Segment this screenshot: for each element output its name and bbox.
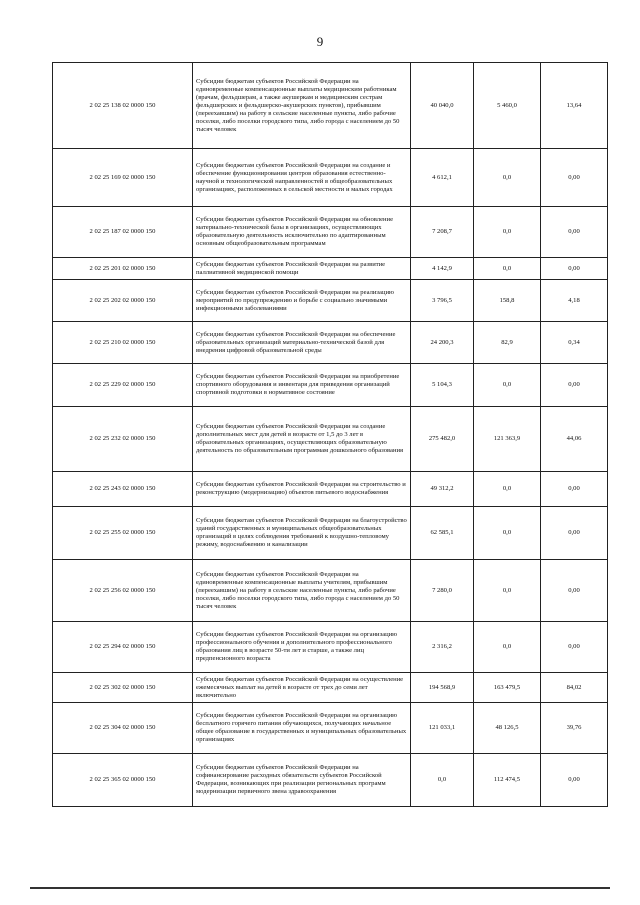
table-row — [53, 560, 608, 622]
execution-percent-cell: 44,06 — [541, 407, 608, 472]
executed-amount-cell: 0,0 — [474, 149, 541, 207]
budget-code-cell: 2 02 25 229 02 0000 150 — [53, 364, 193, 407]
description-cell: Субсидии бюджетам субъектов Российской Федерации на развитие паллиативной медицинской помощи — [193, 258, 411, 280]
table-row — [53, 622, 608, 673]
page-number: 9 — [316, 34, 324, 49]
planned-amount-cell: 7 280,0 — [411, 560, 474, 622]
description-cell: Субсидии бюджетам субъектов Российской Федерации на единовременные компенсационные выплаты учителям, прибывшим (переехавшим) на работу в сельские населенные пункты, либо рабочие поселки, либо поселки городского типа, либо города с населением до 50 тысяч человек — [193, 560, 411, 622]
planned-amount-cell: 7 208,7 — [411, 207, 474, 258]
planned-amount-cell: 3 796,5 — [411, 280, 474, 322]
execution-percent-cell: 4,18 — [541, 280, 608, 322]
planned-amount-cell: 2 316,2 — [411, 622, 474, 673]
executed-amount-cell: 112 474,5 — [474, 754, 541, 807]
planned-amount-cell: 4 142,9 — [411, 258, 474, 280]
budget-code-cell: 2 02 25 302 02 0000 150 — [53, 673, 193, 703]
description-cell: Субсидии бюджетам субъектов Российской Федерации на создание и обеспечение функционирования центров образования естественно-научной и технологической направленностей в общеобразовательных организациях, расположенных в сельской местности и малых городах — [193, 149, 411, 207]
subsidies-table — [52, 62, 608, 807]
execution-percent-cell: 39,76 — [541, 703, 608, 754]
budget-code-cell: 2 02 25 256 02 0000 150 — [53, 560, 193, 622]
executed-amount-cell: 0,0 — [474, 560, 541, 622]
executed-amount-cell: 48 126,5 — [474, 703, 541, 754]
execution-percent-cell: 13,64 — [541, 63, 608, 149]
table-row — [53, 472, 608, 507]
description-cell: Субсидии бюджетам субъектов Российской Федерации на благоустройство зданий государственных и муниципальных общеобразовательных организаций в целях соблюдения требований к воздушно-тепловому режиму, водоснабжению и канализации — [193, 507, 411, 560]
budget-code-cell: 2 02 25 304 02 0000 150 — [53, 703, 193, 754]
executed-amount-cell: 0,0 — [474, 507, 541, 560]
table-row — [53, 703, 608, 754]
description-cell: Субсидии бюджетам субъектов Российской Федерации на обновление материально-технической базы в организациях, осуществляющих образовательную деятельность исключительно по адаптированным основным общеобразовательным программам — [193, 207, 411, 258]
description-cell: Субсидии бюджетам субъектов Российской Федерации на организацию бесплатного горячего питания обучающихся, получающих начальное общее образование в государственных и муниципальных образовательных организациях — [193, 703, 411, 754]
table-row — [53, 407, 608, 472]
budget-code-cell: 2 02 25 294 02 0000 150 — [53, 622, 193, 673]
table-row — [53, 149, 608, 207]
table-row — [53, 507, 608, 560]
execution-percent-cell: 0,34 — [541, 322, 608, 364]
executed-amount-cell: 0,0 — [474, 258, 541, 280]
budget-code-cell: 2 02 25 138 02 0000 150 — [53, 63, 193, 149]
execution-percent-cell: 0,00 — [541, 472, 608, 507]
planned-amount-cell: 49 312,2 — [411, 472, 474, 507]
bottom-rule — [30, 887, 610, 889]
executed-amount-cell: 0,0 — [474, 207, 541, 258]
execution-percent-cell: 0,00 — [541, 622, 608, 673]
planned-amount-cell: 24 200,3 — [411, 322, 474, 364]
description-cell: Субсидии бюджетам субъектов Российской Федерации на создание дополнительных мест для детей в возрасте от 1,5 до 3 лет в образовательных организациях, осуществляющих образовательную деятельность по образовательным программам дошкольного образования — [193, 407, 411, 472]
table-row — [53, 280, 608, 322]
description-cell: Субсидии бюджетам субъектов Российской Федерации на строительство и реконструкцию (модернизацию) объектов питьевого водоснабжения — [193, 472, 411, 507]
planned-amount-cell: 40 040,0 — [411, 63, 474, 149]
executed-amount-cell: 0,0 — [474, 622, 541, 673]
planned-amount-cell: 194 568,9 — [411, 673, 474, 703]
execution-percent-cell: 0,00 — [541, 258, 608, 280]
description-cell: Субсидии бюджетам субъектов Российской Федерации на обеспечение образовательных организаций материально-технической базой для внедрения цифровой образовательной среды — [193, 322, 411, 364]
planned-amount-cell: 121 033,1 — [411, 703, 474, 754]
budget-code-cell: 2 02 25 255 02 0000 150 — [53, 507, 193, 560]
budget-code-cell: 2 02 25 169 02 0000 150 — [53, 149, 193, 207]
table-row — [53, 754, 608, 807]
description-cell: Субсидии бюджетам субъектов Российской Федерации на организацию профессионального обучения и дополнительного профессионального образования лиц в возрасте 50-ти лет и старше, а также лиц предпенсионного возраста — [193, 622, 411, 673]
executed-amount-cell: 5 460,0 — [474, 63, 541, 149]
planned-amount-cell: 275 482,0 — [411, 407, 474, 472]
budget-code-cell: 2 02 25 202 02 0000 150 — [53, 280, 193, 322]
planned-amount-cell: 5 104,3 — [411, 364, 474, 407]
execution-percent-cell: 0,00 — [541, 560, 608, 622]
planned-amount-cell: 4 612,1 — [411, 149, 474, 207]
execution-percent-cell: 0,00 — [541, 149, 608, 207]
description-cell: Субсидии бюджетам субъектов Российской Федерации на приобретение спортивного оборудования и инвентаря для приведения организаций спортивной подготовки в нормативное состояние — [193, 364, 411, 407]
executed-amount-cell: 0,0 — [474, 472, 541, 507]
budget-code-cell: 2 02 25 232 02 0000 150 — [53, 407, 193, 472]
execution-percent-cell: 84,02 — [541, 673, 608, 703]
table-row — [53, 258, 608, 280]
budget-code-cell: 2 02 25 243 02 0000 150 — [53, 472, 193, 507]
executed-amount-cell: 158,8 — [474, 280, 541, 322]
execution-percent-cell: 0,00 — [541, 507, 608, 560]
planned-amount-cell: 62 585,1 — [411, 507, 474, 560]
budget-code-cell: 2 02 25 201 02 0000 150 — [53, 258, 193, 280]
executed-amount-cell: 121 363,9 — [474, 407, 541, 472]
description-cell: Субсидии бюджетам субъектов Российской Федерации на софинансирование расходных обязательств субъектов Российской Федерации, возникающих при реализации региональных программ модернизации первичного звена здравоохранения — [193, 754, 411, 807]
executed-amount-cell: 0,0 — [474, 364, 541, 407]
table-row — [53, 207, 608, 258]
executed-amount-cell: 163 479,5 — [474, 673, 541, 703]
table-row — [53, 322, 608, 364]
execution-percent-cell: 0,00 — [541, 207, 608, 258]
execution-percent-cell: 0,00 — [541, 364, 608, 407]
table-row — [53, 673, 608, 703]
budget-code-cell: 2 02 25 187 02 0000 150 — [53, 207, 193, 258]
description-cell: Субсидии бюджетам субъектов Российской Федерации на реализацию мероприятий по предупреждению и борьбе с социально значимыми инфекционными заболеваниями — [193, 280, 411, 322]
description-cell: Субсидии бюджетам субъектов Российской Федерации на единовременные компенсационные выплаты медицинским работникам (врачам, фельдшерам, а также акушеркам и медицинским сестрам фельдшерских и фельдшерско-акушерских пунктов), прибывшим (переехавшим) на работу в сельские населенные пункты, либо рабочие поселки, либо поселки городского типа, либо города с населением до 50 тысяч человек — [193, 63, 411, 149]
budget-code-cell: 2 02 25 210 02 0000 150 — [53, 322, 193, 364]
description-cell: Субсидии бюджетам субъектов Российской Федерации на осуществление ежемесячных выплат на детей в возрасте от трех до семи лет включительно — [193, 673, 411, 703]
executed-amount-cell: 82,9 — [474, 322, 541, 364]
table-row — [53, 364, 608, 407]
execution-percent-cell: 0,00 — [541, 754, 608, 807]
table-row — [53, 63, 608, 149]
planned-amount-cell: 0,0 — [411, 754, 474, 807]
budget-code-cell: 2 02 25 365 02 0000 150 — [53, 754, 193, 807]
